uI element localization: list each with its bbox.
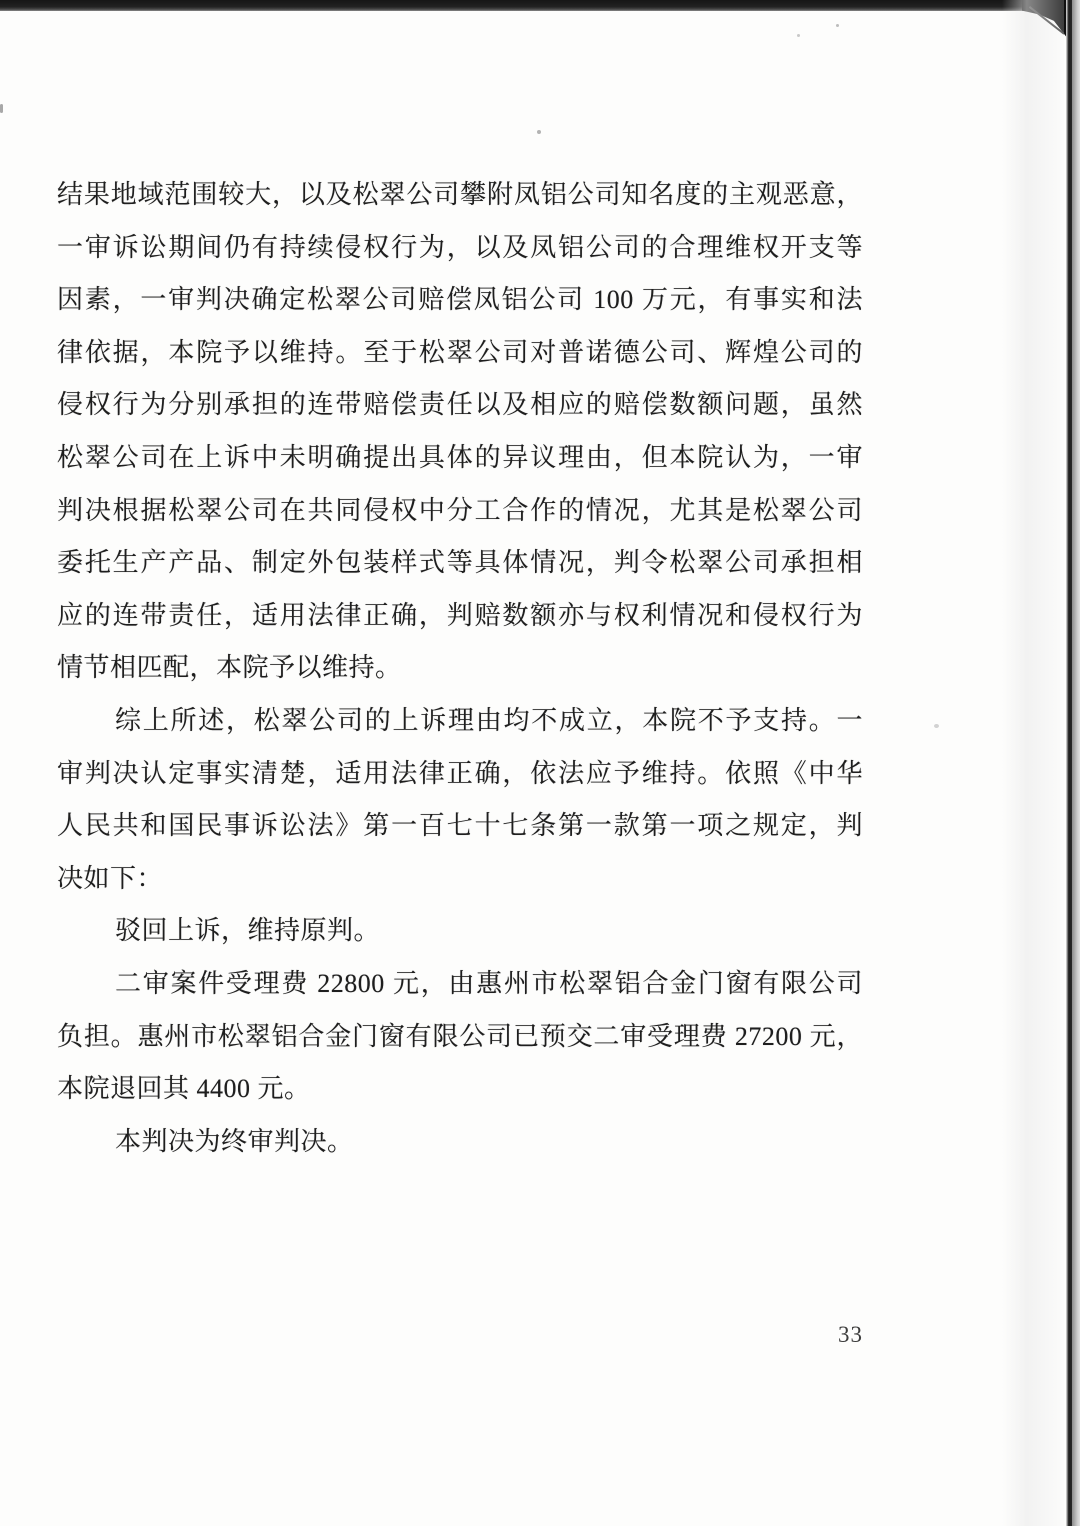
text-line: 律依据，本院予以维持。至于松翠公司对普诺德公司、辉煌公司的 <box>57 337 863 367</box>
text-line: 本院退回其 4400 元。 <box>57 1074 311 1104</box>
dust-speck <box>934 724 939 728</box>
text-line: 综上所述，松翠公司的上诉理由均不成立，本院不予支持。一 <box>115 705 863 735</box>
judgment-text-block <box>57 169 863 1168</box>
text-line: 情节相匹配，本院予以维持。 <box>57 653 402 683</box>
dust-speck <box>797 34 800 37</box>
text-line: 结果地域范围较大，以及松翠公司攀附凤铝公司知名度的主观恶意， <box>57 180 863 209</box>
dust-speck <box>836 24 839 27</box>
text-line: 审判决认定事实清楚，适用法律正确，依法应予维持。依照《中华 <box>57 758 863 788</box>
scan-shadow-streak <box>1002 0 1064 1526</box>
text-line: 松翠公司在上诉中未明确提出具体的异议理由，但本院认为，一审 <box>57 442 863 472</box>
scan-right-edge-shade <box>1072 0 1080 1526</box>
text-line: 判决根据松翠公司在共同侵权中分工合作的情况，尤其是松翠公司 <box>57 495 863 525</box>
text-line: 驳回上诉，维持原判。 <box>115 916 381 946</box>
dust-speck <box>537 130 541 134</box>
text-line: 应的连带责任，适用法律正确，判赔数额亦与权利情况和侵权行为 <box>57 600 863 630</box>
text-line: 决如下： <box>57 863 164 893</box>
text-line: 本判决为终审判决。 <box>115 1126 354 1156</box>
text-line: 二审案件受理费 22800 元，由惠州市松翠铝合金门窗有限公司 <box>115 968 863 998</box>
scan-top-edge-artifact <box>0 0 1080 11</box>
text-line: 人民共和国民事诉讼法》第一百七十七条第一款第一项之规定，判 <box>57 811 863 841</box>
text-line: 因素，一审判决确定松翠公司赔偿凤铝公司 100 万元，有事实和法 <box>57 285 863 315</box>
page-number: 33 <box>838 1322 863 1347</box>
text-line: 侵权行为分别承担的连带赔偿责任以及相应的赔偿数额问题，虽然 <box>57 390 863 420</box>
text-line: 委托生产产品、制定外包装样式等具体情况，判令松翠公司承担相 <box>57 548 863 578</box>
text-line: 负担。惠州市松翠铝合金门窗有限公司已预交二审受理费 27200 元， <box>57 1021 863 1051</box>
dust-speck <box>0 104 3 113</box>
text-line: 一审诉讼期间仍有持续侵权行为，以及凤铝公司的合理维权开支等 <box>57 232 863 262</box>
